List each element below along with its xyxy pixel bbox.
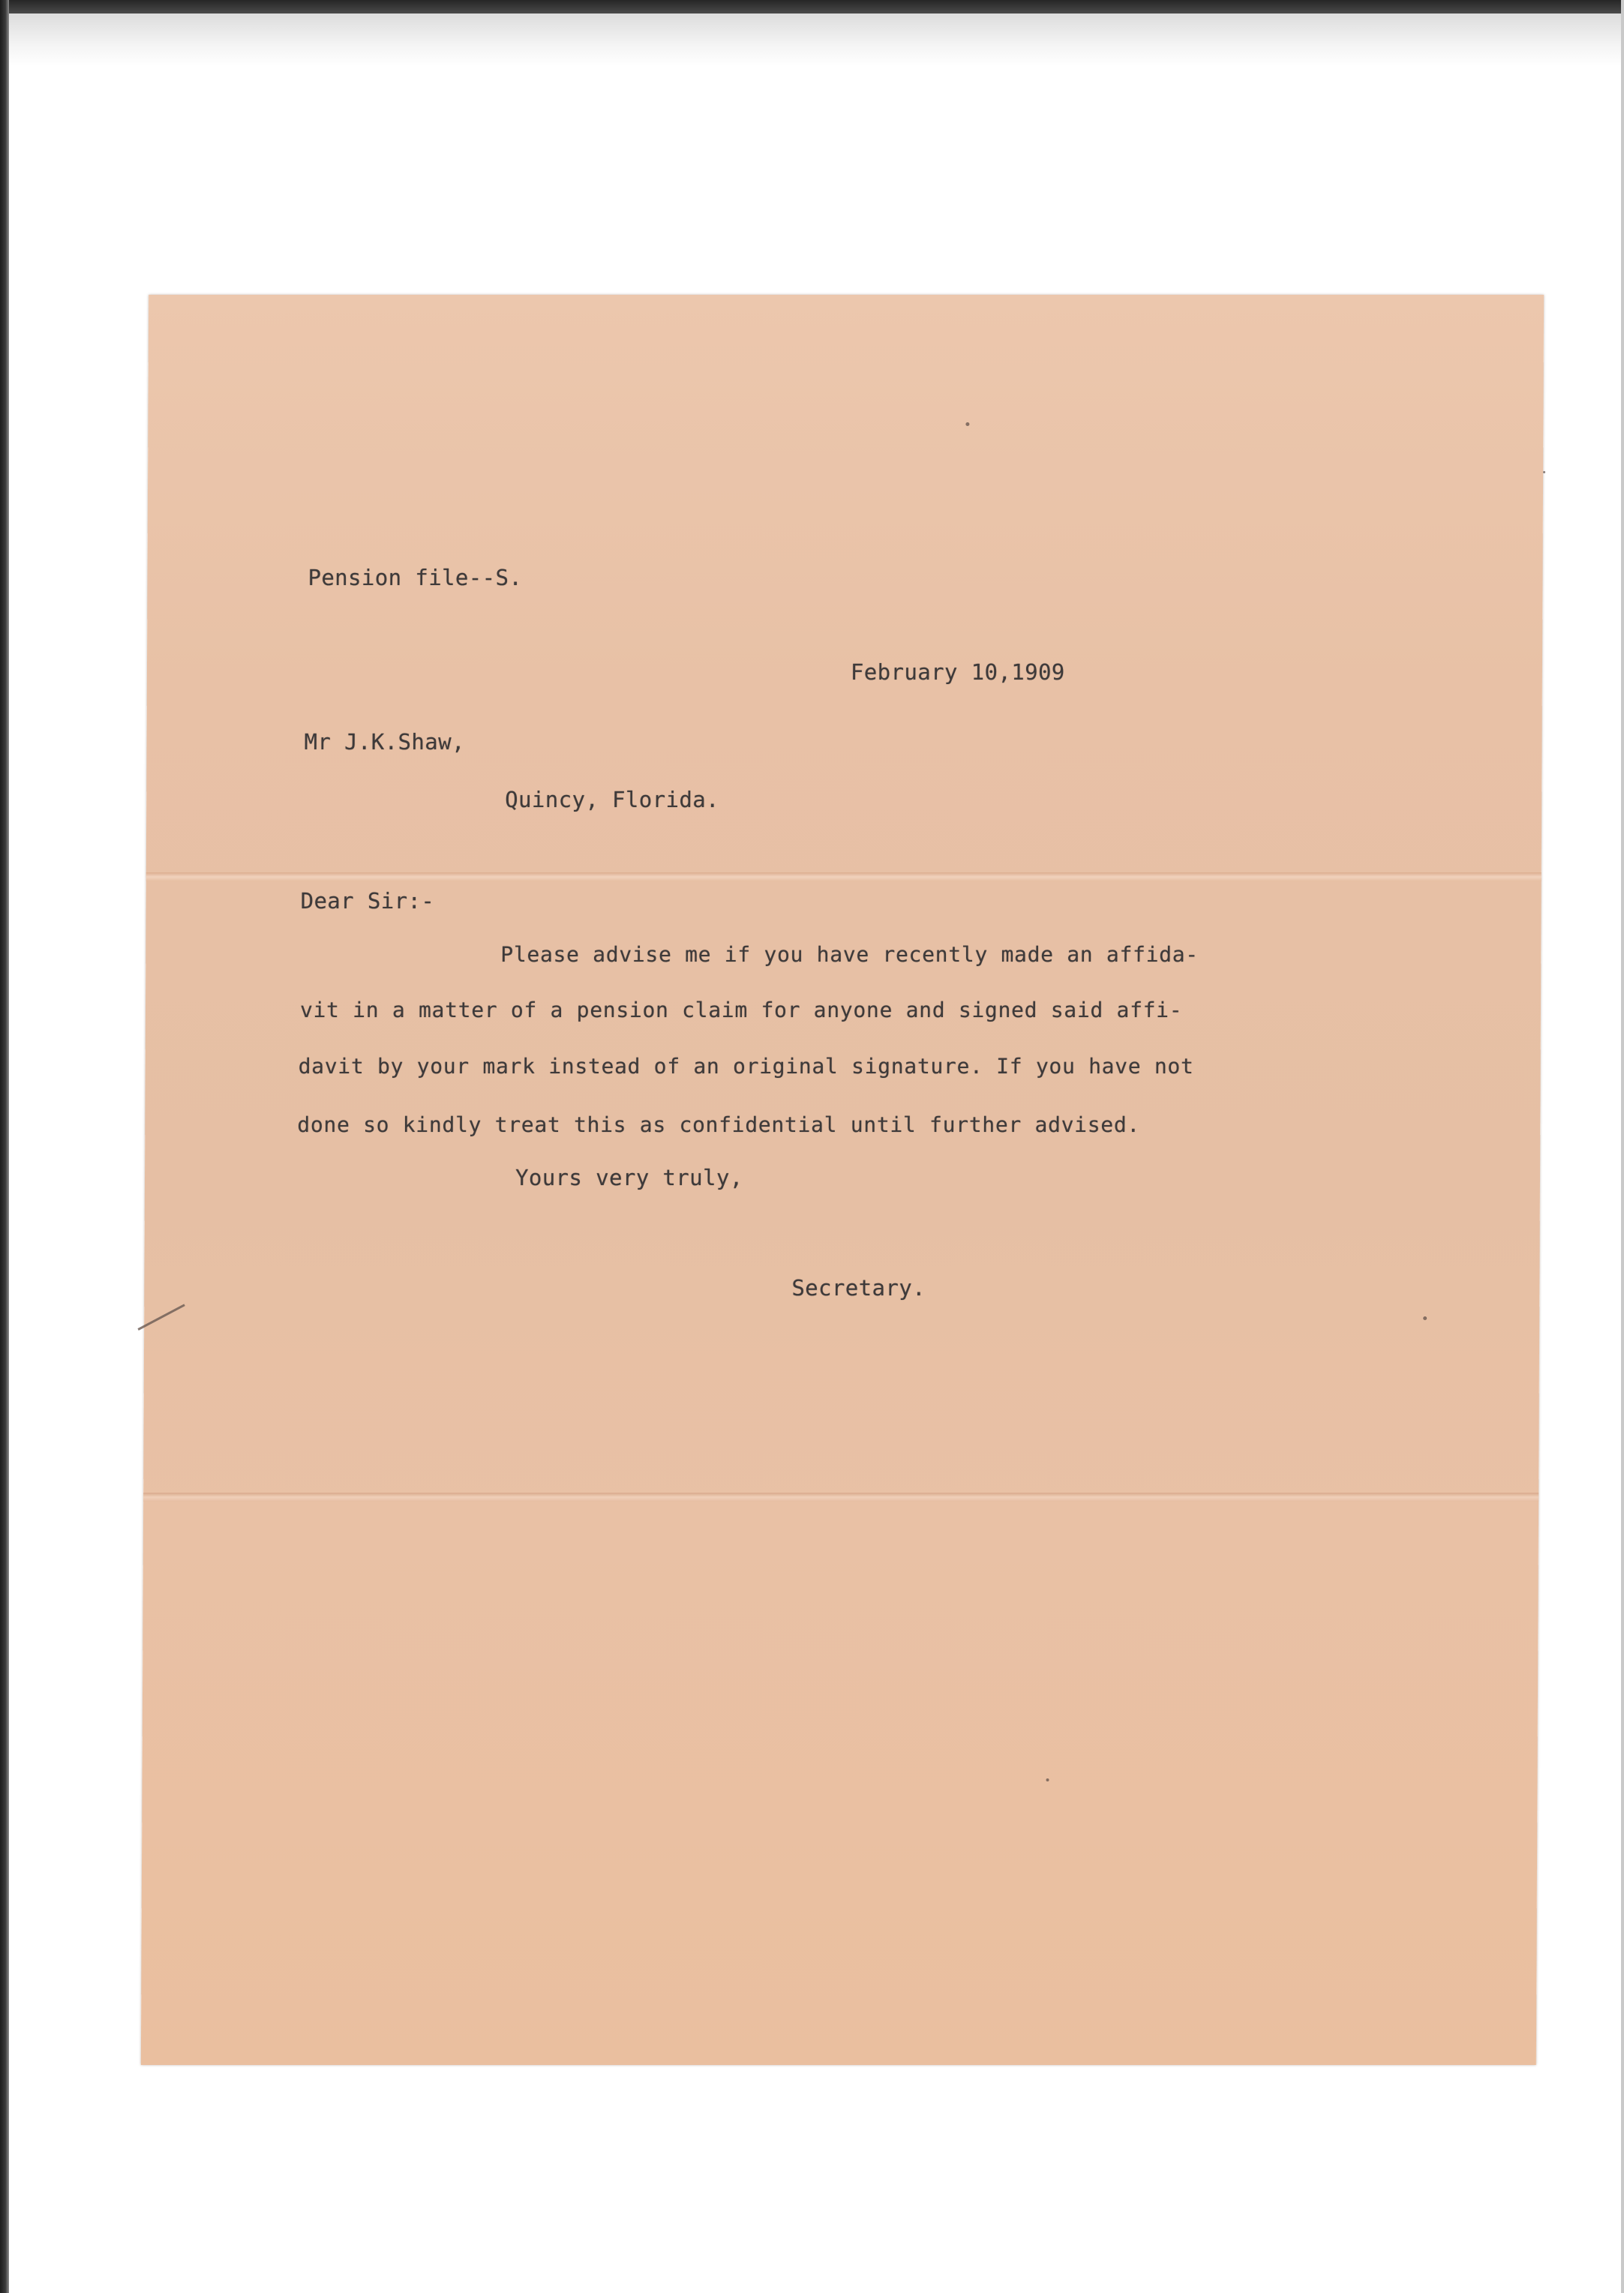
body-line: vit in a matter of a pension claim for anyone and signed said affi- [299,998,1183,1022]
paper-fold-crease [143,1493,1538,1502]
body-line: done so kindly treat this as confidential until further advised. [297,1112,1141,1137]
scanner-right-edge [1621,0,1624,2293]
closing: Yours very truly, [515,1165,743,1190]
file-reference: Pension file--S. [308,565,523,590]
body-line: davit by your mark instead of an original signature. If you have not [298,1054,1194,1079]
salutation: Dear Sir:- [300,888,435,914]
paper-speck [965,422,969,426]
signature-title: Secretary. [791,1275,926,1301]
recipient-name: Mr J.K.Shaw, [304,729,465,755]
scanner-left-edge [0,0,9,2293]
letter-date: February 10,1909 [850,659,1065,685]
scanner-top-edge [0,0,1624,14]
recipient-location: Quincy, Florida. [505,787,720,812]
letter-sheet [141,295,1544,2065]
paper-fold-crease [146,872,1541,881]
pencil-mark [137,1304,185,1331]
paper-speck [1046,1778,1049,1781]
scanner-top-shadow [0,14,1624,66]
body-line: Please advise me if you have recently made an affida- [500,942,1199,967]
paper-speck [1423,1316,1427,1320]
paper-speck [1543,471,1545,473]
